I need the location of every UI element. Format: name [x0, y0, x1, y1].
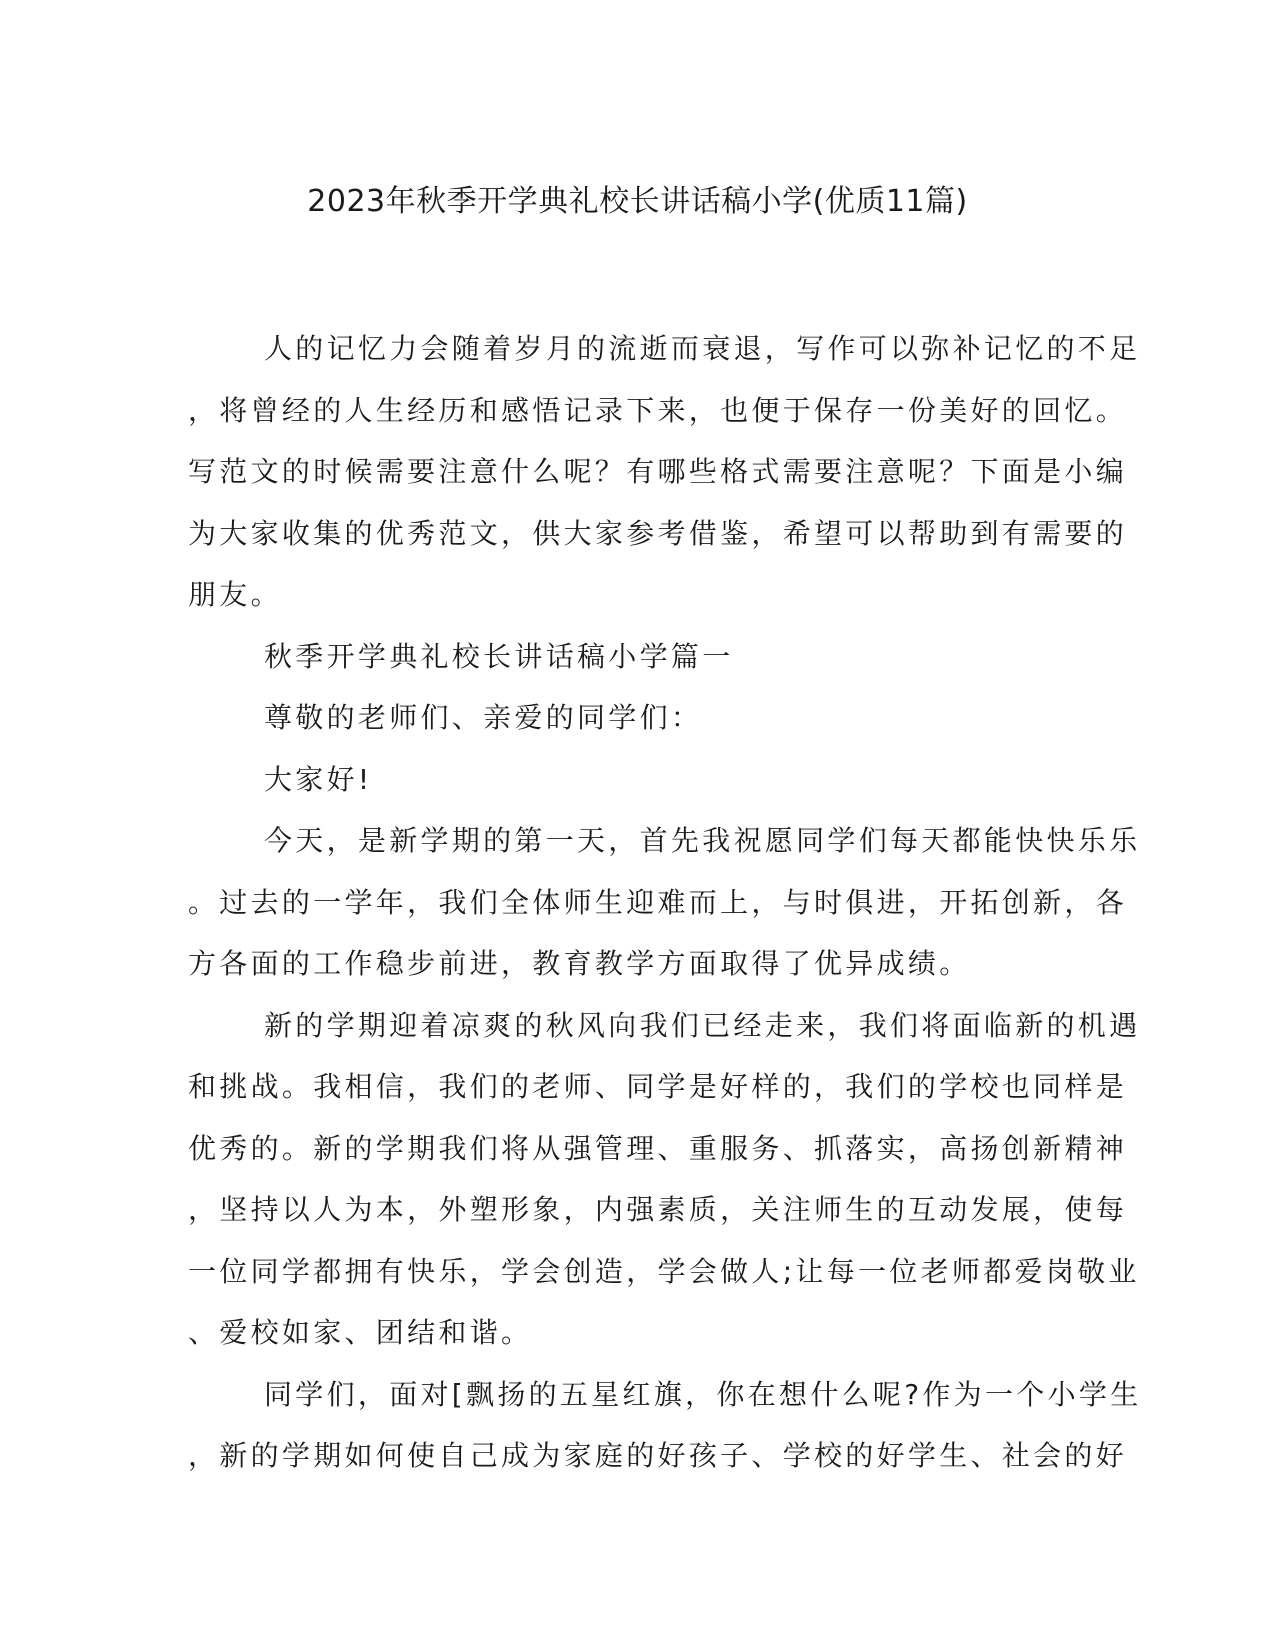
section-heading: 秋季开学典礼校长讲话稿小学篇一	[264, 639, 734, 673]
document-title: 2023年秋季开学典礼校长讲话稿小学(优质11篇)	[307, 184, 968, 219]
document-body	[188, 318, 1142, 1487]
greeting-line: 大家好!	[264, 762, 373, 796]
paragraph-line: ，将曾经的人生经历和感悟记录下来，也便于保存一份美好的回忆。	[188, 393, 1128, 427]
salutation-line: 尊敬的老师们、亲爱的同学们：	[264, 701, 703, 734]
paragraph-line: 。过去的一学年，我们全体师生迎难而上，与时俱进，开拓创新，各	[188, 885, 1128, 919]
paragraph-line: 一位同学都拥有快乐，学会创造，学会做人;让每一位老师都爱岗敬业	[188, 1254, 1140, 1288]
paragraph-line: 优秀的。新的学期我们将从强管理、重服务、抓落实，高扬创新精神	[188, 1131, 1128, 1165]
paragraph-line: 人的记忆力会随着岁月的流逝而衰退，写作可以弥补记忆的不足	[264, 332, 1141, 365]
paragraph-line: 今天，是新学期的第一天，首先我祝愿同学们每天都能快快乐乐	[264, 824, 1141, 857]
paragraph-line: 和挑战。我相信，我们的老师、同学是好样的，我们的学校也同样是	[188, 1070, 1128, 1103]
paragraph-line: ，新的学期如何使自己成为家庭的好孩子、学校的好学生、社会的好	[188, 1439, 1128, 1472]
paragraph-line: 方各面的工作稳步前进，教育教学方面取得了优异成绩。	[188, 947, 971, 980]
paragraph-line: 写范文的时候需要注意什么呢？有哪些格式需要注意呢？下面是小编	[188, 455, 1128, 488]
paragraph-line: 同学们，面对[飘扬的五星红旗，你在想什么呢?作为一个小学生	[264, 1377, 1142, 1411]
paragraph-line: 朋友。	[188, 578, 282, 611]
paragraph-line: 新的学期迎着凉爽的秋风向我们已经走来，我们将面临新的机遇	[264, 1008, 1141, 1042]
paragraph-line: 、爱校如家、团结和谐。	[188, 1316, 533, 1349]
paragraph-line: 为大家收集的优秀范文，供大家参考借鉴，希望可以帮助到有需要的	[188, 516, 1128, 550]
paragraph-line: ，坚持以人为本，外塑形象，内强素质，关注师生的互动发展，使每	[188, 1193, 1128, 1226]
